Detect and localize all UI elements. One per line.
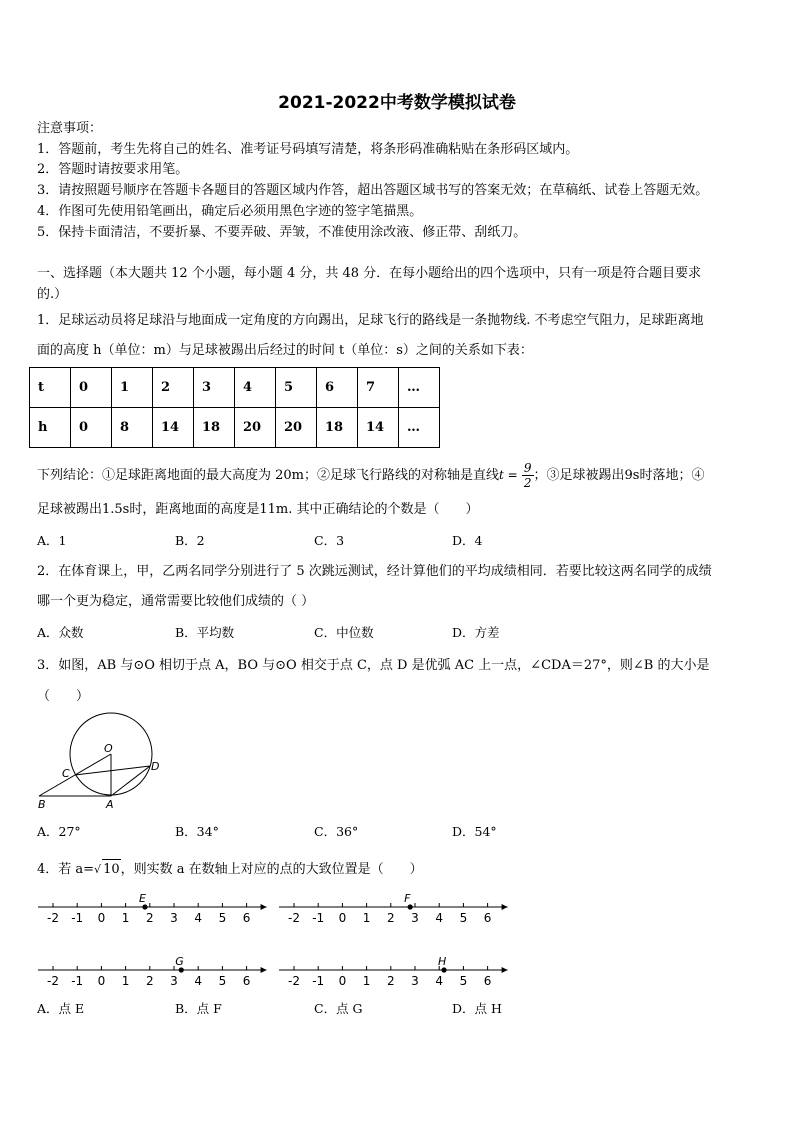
tick-label: 1 [121,974,130,988]
label-b: B [38,798,46,811]
label-a: A [106,798,114,811]
tick-label: -2 [47,974,59,988]
option-b: B．点 F [175,1001,222,1016]
section-heading: 一、选择题（本大题共 12 个小题，每小题 4 分，共 48 分．在每小题给出的四个选项中，只有一项是符合题目要求 [37,266,702,281]
table-cell: 2 [153,368,194,408]
q4-radicand: 10 [102,859,121,880]
option-a: A．点 E [37,1001,85,1016]
q1-text: 足球被踢出1.5s时，距离地面的高度是11m. 其中正确结论的个数是（ ） [37,502,479,517]
option-c: C．中位数 [314,625,374,640]
tick-label: 6 [242,911,251,925]
notice-item: 4．作图可先使用铅笔画出，确定后必须用黑色字迹的签字笔描黑。 [37,204,423,219]
q1-variable: t = [499,468,518,482]
tick-label: 0 [97,911,106,925]
q4-prefix: 4．若 a= [37,862,95,877]
table-cell: 14 [358,408,399,448]
axis-arrow [502,967,508,973]
q3-text: （ ） [37,689,90,704]
tick-label: 2 [386,974,395,988]
option-b: B．2 [175,533,205,548]
option-a: A．1 [37,533,67,548]
fraction-numerator: 9 [523,461,532,475]
notice-item: 1．答题前，考生先将自己的姓名、准考证号码填写清楚，将条形码准确粘贴在条形码区域内。 [37,142,579,157]
table-cell: … [399,408,440,448]
notice-item: 2．答题时请按要求用笔。 [37,162,189,177]
tick-label: 4 [194,974,203,988]
tick-label: 5 [218,911,227,925]
tick-label: 5 [459,974,468,988]
q3-text: 3．如图，AB 与⊙O 相切于点 A，BO 与⊙O 相交于点 C，点 D 是优弧 AC 上一点，∠CDA＝27°，则∠B 的大小是 [37,658,710,673]
table-cell: 14 [153,408,194,448]
axis-arrow [261,967,267,973]
option-c: C．3 [314,533,345,548]
option-d: D．54° [452,824,497,839]
tick-label: 6 [483,974,492,988]
option-b: B．34° [175,824,219,839]
fraction-denominator: 2 [523,476,532,490]
section-heading-cont: 的.） [37,287,68,302]
label-c: C [62,767,70,780]
tick-label: 6 [483,911,492,925]
tick-label: -1 [312,911,325,925]
page-title: 2021-2022中考数学模拟试卷 [278,93,516,113]
point-label: E [138,892,146,905]
table-cell: 0 [71,368,112,408]
number-line-g [38,955,267,988]
option-a: A．27° [37,824,81,839]
option-c: C．点 G [314,1001,363,1016]
table-cell: 1 [112,368,153,408]
point-label: F [404,892,411,905]
tick-label: -1 [71,911,84,925]
option-d: D．点 H [452,1001,502,1016]
tick-label: 2 [145,974,154,988]
table-cell: 7 [358,368,399,408]
point-label: H [438,955,447,968]
notice-item: 3．请按照题号顺序在答题卡各题目的答题区域内作答，超出答题区域书写的答案无效；在草稿纸、试卷上答题无效。 [37,183,709,198]
tick-label: 0 [338,974,347,988]
tick-label: 4 [435,911,444,925]
q1-text: 面的高度 h（单位：m）与足球被踢出后经过的时间 t（单位：s）之间的关系如下表： [37,343,533,358]
axis-arrow [502,904,508,910]
label-o: O [104,742,113,755]
table-cell: h [30,408,71,448]
tick-label: 5 [459,911,468,925]
option-d: D．方差 [452,625,500,640]
table-cell: 20 [235,408,276,448]
tick-label: -2 [288,974,300,988]
tick-label: 5 [218,974,227,988]
q1-statement-part: ；③足球被踢出9s时落地；④ [533,468,705,483]
tick-label: 3 [411,911,419,925]
label-d: D [151,760,160,773]
tick-label: 0 [338,911,347,925]
notice-item: 5．保持卡面清洁，不要折暴、不要弄破、弄皱，不准使用涂改液、修正带、刮纸刀。 [37,225,527,240]
tick-label: 4 [194,911,203,925]
table-cell: 8 [112,408,153,448]
table-cell: 0 [71,408,112,448]
q4-text: 4．若 a=√ 10，则实数 a 在数轴上对应的点的大致位置是（ ） [37,859,423,880]
tick-label: 0 [97,974,106,988]
tick-label: 2 [145,911,154,925]
option-b: B．平均数 [175,625,235,640]
tick-label: 3 [170,974,178,988]
table-cell: 5 [276,368,317,408]
tick-label: 4 [435,974,444,988]
tick-label: 2 [386,911,395,925]
table-cell: 18 [317,408,358,448]
table-cell: t [30,368,71,408]
tick-label: -2 [47,911,59,925]
option-c: C．36° [314,824,359,839]
q1-statement-part: 下列结论：①足球距离地面的最大高度为 20m；②足球飞行路线的对称轴是直线 [37,468,500,483]
table-cell: 18 [194,408,235,448]
axis-arrow [261,904,267,910]
point-marker [179,967,184,972]
point-marker [142,904,147,909]
notice-heading: 注意事项： [37,121,103,136]
q2-text: 哪一个更为稳定，通常需要比较他们成绩的（ ） [37,594,315,609]
q4-suffix: ，则实数 a 在数轴上对应的点的大致位置是（ ） [120,862,423,877]
q2-text: 2．在体育课上，甲，乙两名同学分别进行了 5 次跳远测试，经计算他们的平均成绩相同．若要比较这两名同学的成绩 [37,564,712,579]
number-line-f [279,892,508,925]
table-cell: 4 [235,368,276,408]
tick-label: 1 [121,911,130,925]
option-a: A．众数 [37,625,84,640]
table-cell: 20 [276,408,317,448]
tick-label: -2 [288,911,300,925]
tick-label: -1 [312,974,325,988]
tick-label: 3 [411,974,419,988]
tick-label: 6 [242,974,251,988]
tick-label: 1 [362,911,371,925]
number-line-h [279,955,508,988]
tick-label: -1 [71,974,84,988]
number-line-e [38,892,267,925]
option-d: D．4 [452,533,483,548]
table-cell: 6 [317,368,358,408]
point-marker [441,967,446,972]
table-cell: … [399,368,440,408]
q1-text: 1．足球运动员将足球沿与地面成一定角度的方向踢出，足球飞行的路线是一条抛物线. 不考虑空气阻力，足球距离地 [37,313,704,328]
tick-label: 1 [362,974,371,988]
tick-label: 3 [170,911,178,925]
table-cell: 3 [194,368,235,408]
point-label: G [175,955,184,968]
point-marker [408,904,413,909]
